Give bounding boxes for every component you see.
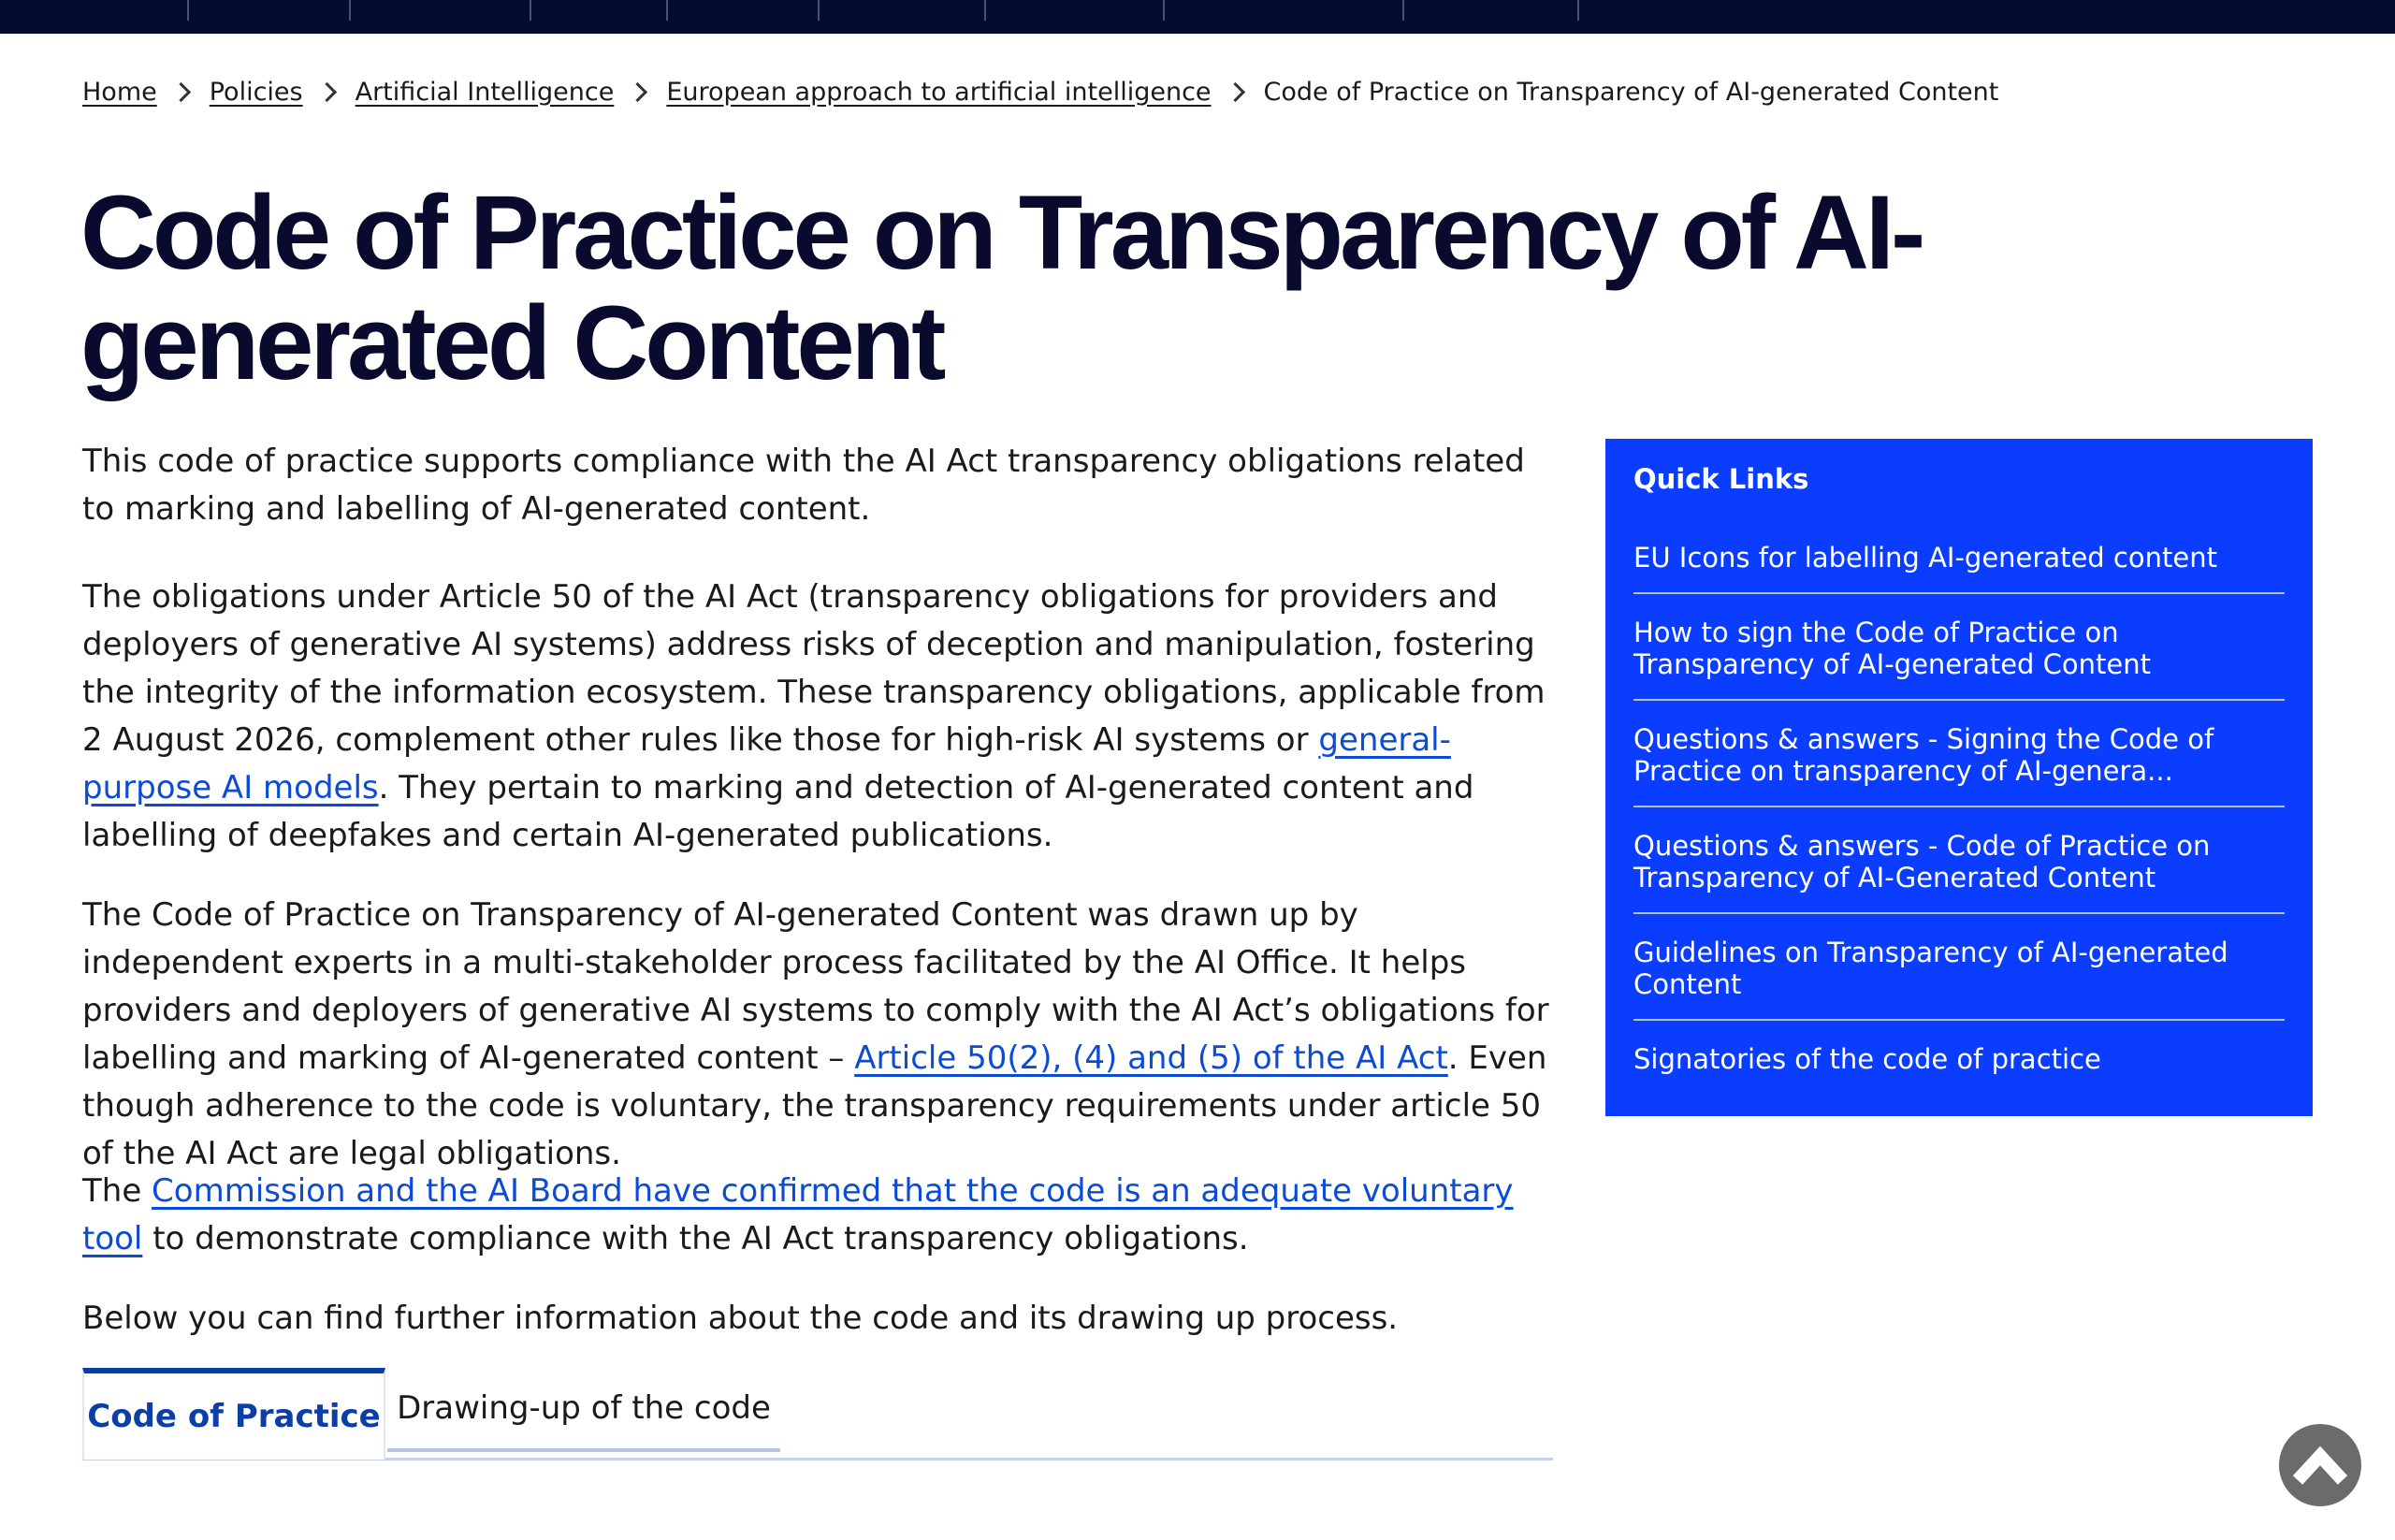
nav-divider (530, 0, 531, 21)
content-tabs (82, 1368, 1553, 1461)
top-navigation-bar (0, 0, 2395, 34)
breadcrumb-current: Code of Practice on Transparency of AI-generated Content (1263, 77, 1999, 107)
quick-link-qa-signing[interactable]: Questions & answers - Signing the Code of Practice on transparency of AI-genera... (1633, 723, 2214, 787)
intro-paragraph: This code of practice supports compliance with the AI Act transparency obligations related to marking and labelling of AI-generated content. (82, 443, 1525, 528)
page-title (80, 174, 1952, 401)
breadcrumb-policies[interactable]: Policies (209, 77, 303, 107)
back-to-top-button[interactable] (2279, 1424, 2361, 1506)
quick-links-title: Quick Links (1633, 463, 1809, 495)
chevron-right-icon (1225, 81, 1244, 101)
general-purpose-ai-link[interactable]: general-purpose AI models (82, 721, 1451, 806)
breadcrumb (82, 75, 1998, 109)
quick-link-item (1633, 1043, 2285, 1094)
nav-divider (818, 0, 820, 21)
quick-link-item (1633, 542, 2285, 594)
adequate-tool-paragraph (82, 1168, 1560, 1263)
nav-divider (1577, 0, 1579, 21)
breadcrumb-artificial-intelligence[interactable]: Artificial Intelligence (355, 77, 615, 107)
quick-link-item (1633, 723, 2285, 807)
nav-divider (1163, 0, 1165, 21)
quick-link-eu-icons[interactable]: EU Icons for labelling AI-generated content (1633, 542, 2217, 574)
chevron-right-icon (171, 81, 191, 101)
tab-drawing-up-of-the-code[interactable]: Drawing-up of the code (387, 1368, 780, 1452)
article-50-link[interactable]: Article 50(2), (4) and (5) of the AI Act (854, 1039, 1448, 1077)
nav-divider (984, 0, 986, 21)
nav-divider (187, 0, 189, 21)
obligations-text-end: . They pertain to marking and detection of AI-generated content and labelling of deepfakes and certain AI-generated publications. (82, 769, 1474, 854)
nav-divider (1402, 0, 1404, 21)
adequate-tool-link[interactable]: Commission and the AI Board have confirmed that the code is an adequate voluntary tool (82, 1172, 1514, 1257)
further-info-paragraph: Below you can find further information about the code and its drawing up process. (82, 1300, 1399, 1337)
quick-link-qa-code[interactable]: Questions & answers - Code of Practice on Transparency of AI-Generated Content (1633, 830, 2211, 893)
quick-link-how-to-sign[interactable]: How to sign the Code of Practice on Transparency of AI-generated Content (1633, 617, 2152, 680)
quick-link-guidelines[interactable]: Guidelines on Transparency of AI-generated Content (1633, 937, 2228, 1000)
quick-links-panel (1605, 439, 2313, 1116)
tab-code-of-practice[interactable]: Code of Practice (82, 1368, 385, 1460)
adequate-tool-text-start: The (82, 1172, 152, 1210)
chevron-right-icon (628, 81, 647, 101)
adequate-tool-text-end: to demonstrate compliance with the AI Act transparency obligations. (142, 1220, 1249, 1257)
page-title-line2: generated Content (80, 284, 943, 401)
nav-divider (349, 0, 351, 21)
code-drawn-up-text-end: . Even though adherence to the code is voluntary, the transparency requirements under article 50 of the AI Act are legal obligations. (82, 1039, 1547, 1172)
nav-divider (666, 0, 668, 21)
code-drawn-up-text-start: The Code of Practice on Transparency of AI-generated Content was drawn up by independent experts in a multi-stakeholder process facilitated by the AI Office. It helps providers and deployers of generative AI systems to comply with the AI Act’s obligations for labelling and marking of AI-generated content – (82, 896, 1549, 1077)
quick-link-item (1633, 617, 2285, 701)
chevron-up-icon (2279, 1424, 2361, 1506)
chevron-right-icon (317, 81, 337, 101)
breadcrumb-home[interactable]: Home (82, 77, 157, 107)
obligations-text-start: The obligations under Article 50 of the AI Act (transparency obligations for providers and deployers of generative AI systems) address risks of deception and manipulation, fostering the integrity of the information ecosystem. These transparency obligations, applicable from 2 August 2026, complement other rules like those for high-risk AI systems or (82, 578, 1546, 759)
breadcrumb-european-approach[interactable]: European approach to artificial intelligence (666, 77, 1212, 107)
page-title-line1: Code of Practice on Transparency of AI- (80, 174, 1923, 291)
quick-link-item (1633, 937, 2285, 1021)
code-drawn-up-paragraph (82, 892, 1560, 1178)
obligations-paragraph (82, 574, 1560, 860)
quick-link-signatories[interactable]: Signatories of the code of practice (1633, 1043, 2101, 1075)
quick-links-list (1633, 542, 2285, 1094)
quick-link-item (1633, 830, 2285, 914)
